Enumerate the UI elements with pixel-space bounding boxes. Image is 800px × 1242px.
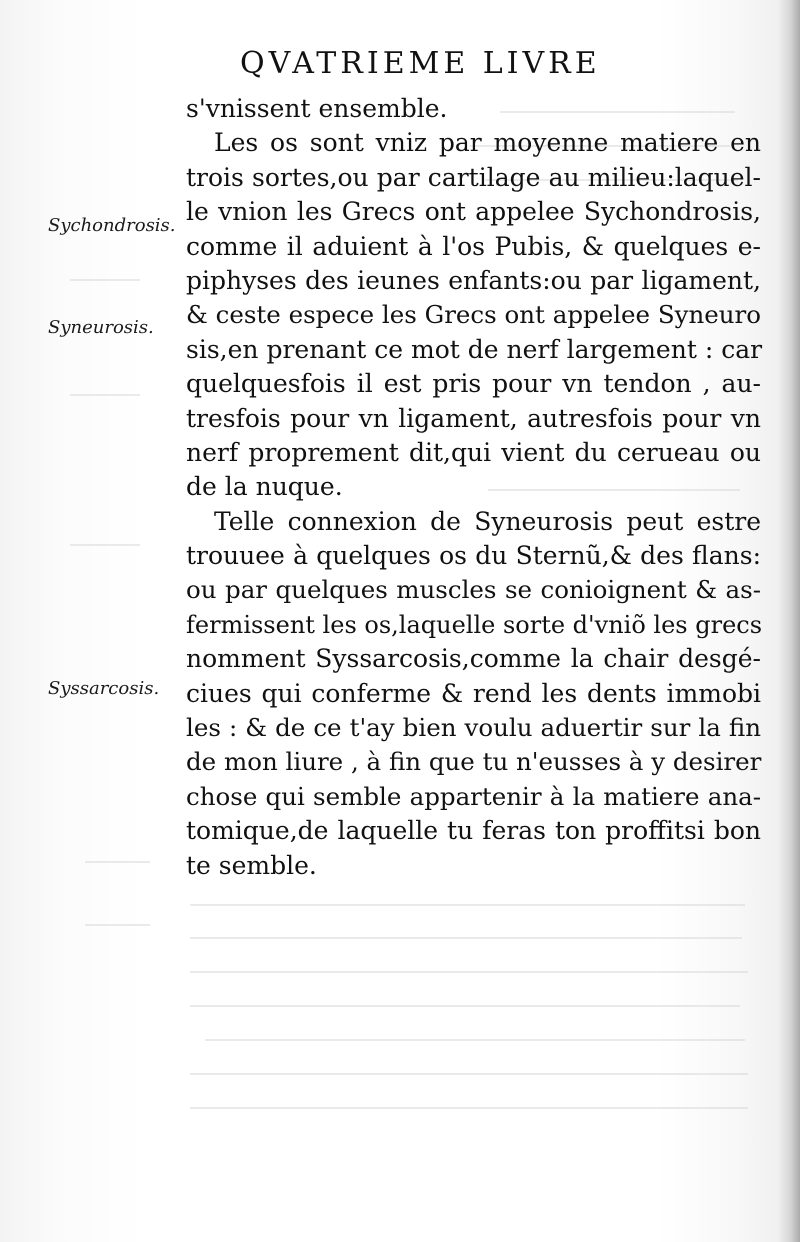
text-line: Telle connexion de Syneurosis peut estre	[214, 506, 761, 536]
text-line: sis,en prenant ce mot de nerf largement : car	[186, 334, 763, 364]
text-line: trouuee à quelques os du Sternũ,& des flans:	[186, 541, 761, 571]
text-line: tresfois pour vn ligament, autresfois pour vn	[186, 403, 761, 433]
text-line: & ceste espece les Grecs ont appelee Syneuro	[186, 300, 761, 330]
text-line: piphyses des ieunes enfants:ou par ligament,	[186, 265, 761, 295]
text-line: les : & de ce t'ay bien voulu aduertir sur la fin	[186, 713, 761, 743]
text-line: nerf proprement dit,qui vient du cerueau ou	[186, 437, 761, 467]
text-line: le vnion les Grecs ont appelee Sychondrosis,	[186, 197, 761, 227]
body-text	[186, 92, 761, 883]
page-edge-shadow	[778, 0, 800, 1242]
text-line: nomment Syssarcosis,comme la chair desgé-	[186, 644, 761, 674]
margin-note-syssarcosis: Syssarcosis.	[48, 678, 160, 699]
margin-note-syneurosis: Syneurosis.	[48, 317, 154, 338]
text-line: fermissent les os,laquelle sorte d'vniõ les grecs	[186, 610, 763, 639]
text-line: s'vnissent ensemble.	[186, 94, 448, 123]
text-line: quelquesfois il est pris pour vn tendon , au-	[186, 369, 761, 399]
text-line: tomique,de laquelle tu feras ton proffitsi bon	[186, 816, 761, 846]
text-line: te semble.	[186, 850, 317, 880]
margin-note-sychondrosis: Sychondrosis.	[48, 215, 176, 236]
text-line: chose qui semble appartenir à la matiere ana-	[186, 781, 761, 811]
text-line: de la nuque.	[186, 472, 343, 502]
text-line: comme il aduient à l'os Pubis, & quelques e-	[186, 231, 761, 261]
text-line: de mon liure , à fin que tu n'eusses à y desirer	[186, 747, 762, 777]
text-line: ciues qui conferme & rend les dents immobi	[186, 678, 761, 708]
text-line: trois sortes,ou par cartilage au milieu:laquel-	[186, 162, 761, 192]
text-line: ou par quelques muscles se conioignent & as-	[186, 575, 761, 605]
running-head: QVATRIEME LIVRE	[240, 46, 601, 81]
text-line: Les os sont vniz par moyenne matiere en	[214, 128, 761, 158]
